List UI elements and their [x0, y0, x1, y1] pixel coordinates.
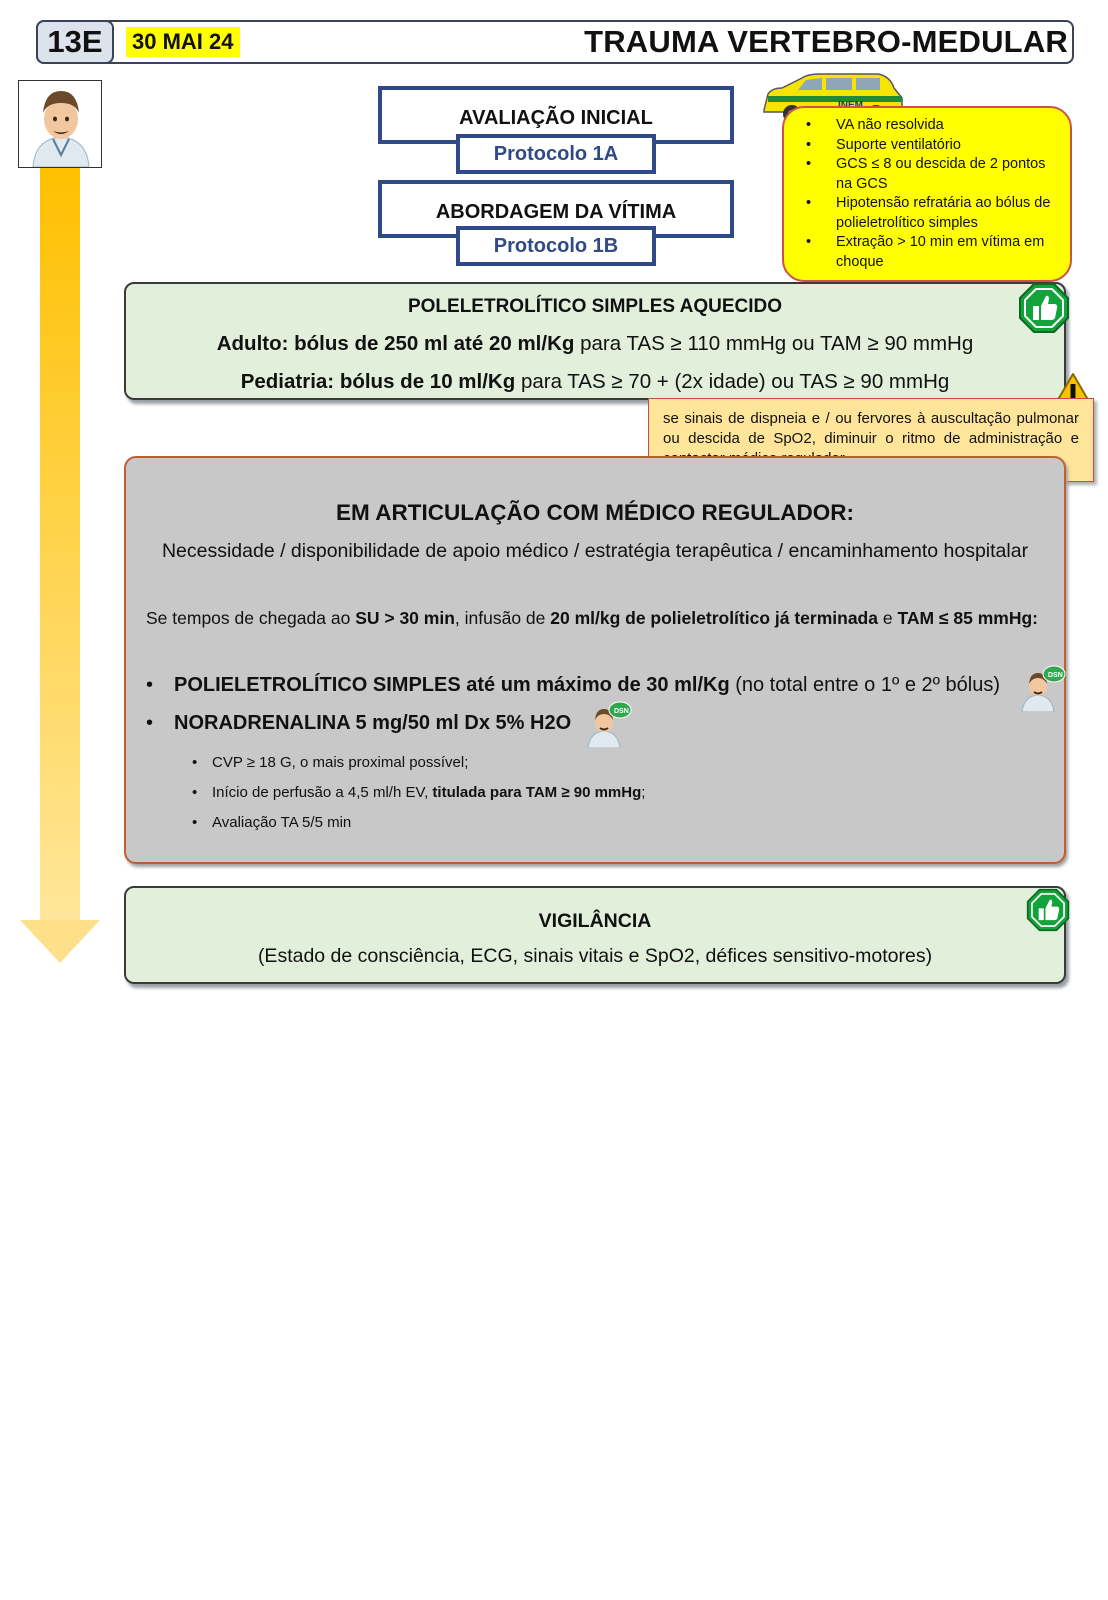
fluids-adult-target: para TAS ≥ 110 mmHg ou TAM ≥ 90 mmHg — [574, 332, 974, 355]
perfusion-text: Início de perfusão a 4,5 ml/h EV, — [212, 784, 433, 801]
cvp-item: • CVP ≥ 18 G, o mais proximal possível; — [212, 754, 468, 771]
protocol-code: 13E — [36, 20, 114, 64]
thumbs-up-icon — [1018, 282, 1070, 334]
criteria-item: • Suporte ventilatório — [836, 136, 1060, 156]
fluids-title: POLELETROLÍTICO SIMPLES AQUECIDO — [407, 296, 783, 317]
fluids-adult-dose: Adulto: bólus de 250 ml até 20 ml/Kg — [216, 332, 575, 355]
fluids-adult — [126, 332, 1064, 356]
fluid-max-item: • POLIELETROLÍTICO SIMPLES até um máximo de 30 ml/Kg (no total entre o 1º e 2º bólus) — [146, 674, 1000, 696]
vigilance-text: (Estado de consciência, ECG, sinais vitais e SpO2, défices sensitivo-motores) — [257, 945, 933, 967]
criteria-item: • Extração > 10 min em vítima em choque — [836, 233, 1060, 272]
doctor-consult-icon — [584, 700, 632, 748]
noradrenaline-item: • NORADRENALINA 5 mg/50 ml Dx 5% H2O — [146, 712, 572, 734]
thumbs-up-icon — [1026, 888, 1070, 932]
condition-text: Se tempos de chegada ao — [146, 608, 356, 628]
condition-tam: TAM ≤ 85 mmHg: — [897, 608, 1038, 628]
ta-assessment-item: • Avaliação TA 5/5 min — [212, 814, 351, 831]
fluids-box — [124, 282, 1066, 400]
warning-note: se sinais de dispneia e / ou fervores à auscultação pulmonar ou descida de SpO2, diminuir o ritmo de administração e — [648, 398, 1094, 482]
perfusion-item — [212, 784, 645, 801]
fluids-pediatric — [126, 370, 1064, 394]
criteria-list — [784, 108, 1070, 272]
noradrenaline-bold: NORADRENALINA 5 mg/50 ml Dx 5% H2O — [174, 712, 572, 734]
doctor-avatar — [18, 80, 102, 168]
criteria-item: • VA não resolvida — [836, 116, 1060, 136]
criteria-item: • Hipotensão refratária ao bólus de polieletrolítico simples — [836, 194, 1060, 233]
fluid-max-rest: (no total entre o 1º e 2º bólus) — [729, 674, 1000, 696]
regulator-need: Necessidade / disponibilidade de apoio médico / estratégia terapêutica / encaminhamento hospitalar — [161, 540, 1029, 562]
vigilance-box — [124, 886, 1066, 984]
page-title: TRAUMA VERTEBRO-MEDULAR — [584, 24, 1068, 59]
protocol-1b-link[interactable]: Protocolo 1B — [456, 226, 656, 266]
flow-arrow — [18, 168, 102, 988]
transport-criteria-box — [782, 106, 1072, 282]
fluids-ped-target: para TAS ≥ 70 + (2x idade) ou TAS ≥ 90 mmHg — [515, 370, 950, 393]
protocol-1a-link[interactable]: Protocolo 1A — [456, 134, 656, 174]
condition-text: e — [877, 608, 898, 628]
fluid-max-bold: POLIELETROLÍTICO SIMPLES até um máximo de 30 ml/Kg — [174, 674, 730, 696]
doctor-icon — [19, 81, 103, 167]
condition-su: SU > 30 min — [355, 608, 455, 628]
vigilance-title: VIGILÂNCIA — [538, 910, 652, 932]
protocol-date: 30 MAI 24 — [126, 27, 240, 57]
regulator-box — [124, 456, 1066, 864]
initial-assessment-box: AVALIAÇÃO INICIAL — [378, 86, 734, 144]
fluids-ped-dose: Pediatria: bólus de 10 ml/Kg — [240, 370, 516, 393]
regulator-title: EM ARTICULAÇÃO COM MÉDICO REGULADOR: — [336, 500, 854, 525]
regulator-condition — [146, 602, 1046, 635]
doctor-consult-icon — [1018, 664, 1066, 712]
svg-text:DSN: DSN — [1048, 672, 1063, 679]
condition-text: , infusão de — [454, 608, 551, 628]
svg-text:DSN: DSN — [614, 708, 629, 715]
victim-approach-box: ABORDAGEM DA VÍTIMA — [378, 180, 734, 238]
perfusion-end: ; — [641, 784, 646, 801]
perfusion-target: titulada para TAM ≥ 90 mmHg — [432, 784, 642, 801]
condition-infusion: 20 ml/kg de polieletrolítico já terminada — [550, 608, 878, 628]
criteria-item: • GCS ≤ 8 ou descida de 2 pontos na GCS — [836, 155, 1060, 194]
